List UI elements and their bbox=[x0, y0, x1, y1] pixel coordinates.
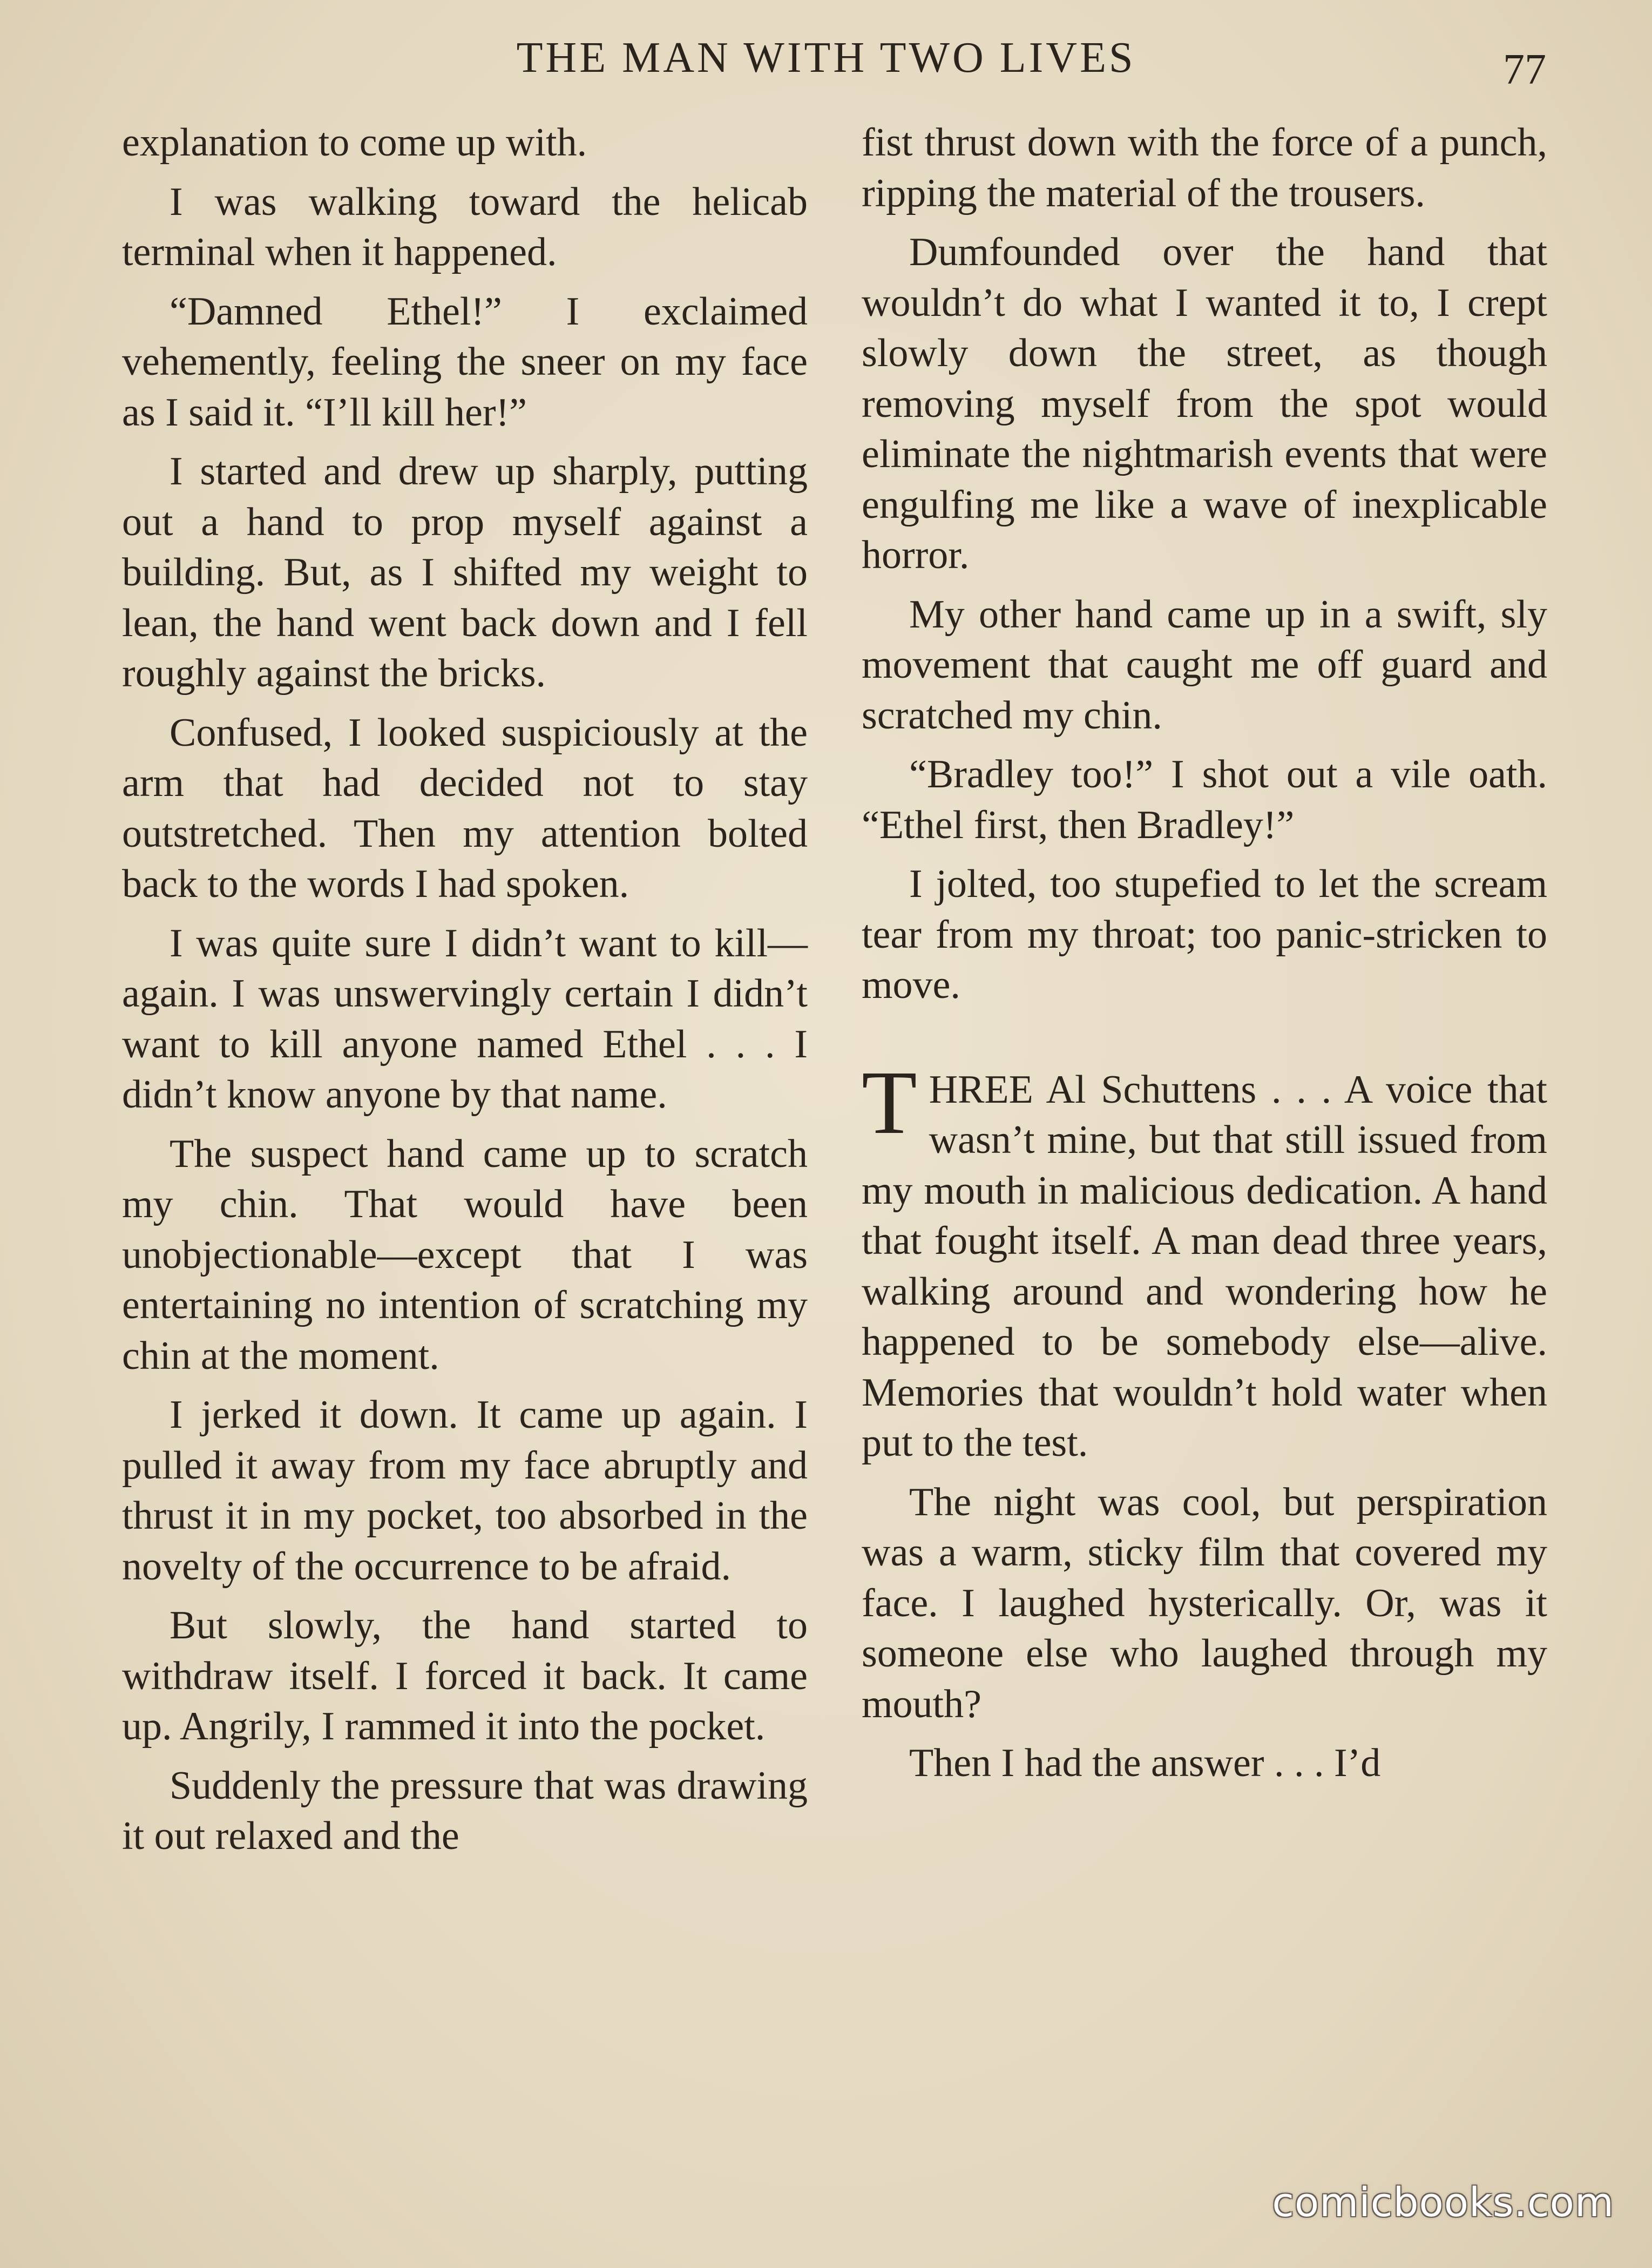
paragraph: The night was cool, but perspiration was a warm, sticky film that covered my face. I laughed hysterically. Or, was it someone else who laughed through my mouth? bbox=[862, 1480, 1547, 1726]
section-opening-text: HREE Al Schuttens . . . A voice that wasn’t mine, but that still issued from my mouth in malicious dedication. A hand that fought itself. A man dead three years, walking around and wondering how he happened to be somebody else—alive. Memories that wouldn’t hold water when put to the test. bbox=[862, 1067, 1547, 1465]
paragraph: explanation to come up with. bbox=[122, 120, 587, 165]
paragraph: I was walking toward the helicab terminal when it happened. bbox=[122, 179, 808, 274]
paragraph: My other hand came up in a swift, sly movement that caught me off guard and scratched my chin. bbox=[862, 592, 1547, 738]
paragraph: I jerked it down. It came up again. I pulled it away from my face abruptly and thrust it in my pocket, too absorbed in the novelty of the occurrence to be afraid. bbox=[122, 1393, 808, 1589]
right-column bbox=[862, 118, 1547, 1789]
section-opening-paragraph bbox=[862, 1052, 1547, 1469]
paragraph: Then I had the answer . . . I’d bbox=[909, 1741, 1381, 1785]
paragraph: I started and drew up sharply, putting out a hand to prop myself against a building. But, as I shifted my weight to lean, the hand went back down and I fell roughly against the bricks. bbox=[122, 449, 808, 696]
paragraph: I jolted, too stupefied to let the scream tear from my throat; too panic-stricken to move. bbox=[862, 862, 1547, 1007]
paragraph: Confused, I looked suspiciously at the arm that had decided not to stay outstretched. Then my attention bolted back to the words I had spoken. bbox=[122, 710, 808, 906]
left-column bbox=[122, 118, 808, 1862]
watermark-text: comicbooks.com bbox=[1272, 2179, 1614, 2226]
page-number: 77 bbox=[1503, 46, 1546, 93]
running-title: THE MAN WITH TWO LIVES bbox=[516, 34, 1136, 82]
paragraph: “Damned Ethel!” I exclaimed vehemently, feeling the sneer on my face as I said it. “I’ll kill her!” bbox=[122, 289, 808, 435]
paragraph: But slowly, the hand started to withdraw itself. I forced it back. It came up. Angrily, I rammed it into the pocket. bbox=[122, 1603, 808, 1749]
paragraph: I was quite sure I didn’t want to kill—again. I was unswervingly certain I didn’t want to kill anyone named Ethel . . . I didn’t know anyone by that name. bbox=[122, 921, 808, 1117]
paragraph: fist thrust down with the force of a punch, ripping the material of the trousers. bbox=[862, 120, 1547, 215]
paragraph: “Bradley too!” I shot out a vile oath. “Ethel first, then Bradley!” bbox=[862, 752, 1547, 847]
paragraph: The suspect hand came up to scratch my chin. That would have been unobjectionable—except that I was entertaining no intention of scratching my chin at the moment. bbox=[122, 1131, 808, 1378]
paragraph: Suddenly the pressure that was drawing it out relaxed and the bbox=[122, 1763, 808, 1858]
drop-cap: T bbox=[862, 1052, 917, 1153]
paragraph: Dumfounded over the hand that wouldn’t do what I wanted it to, I crept slowly down the street, as though removing myself from the spot would eliminate the nightmarish events that were engulfing me like a wave of inexplicable horror. bbox=[862, 230, 1547, 577]
